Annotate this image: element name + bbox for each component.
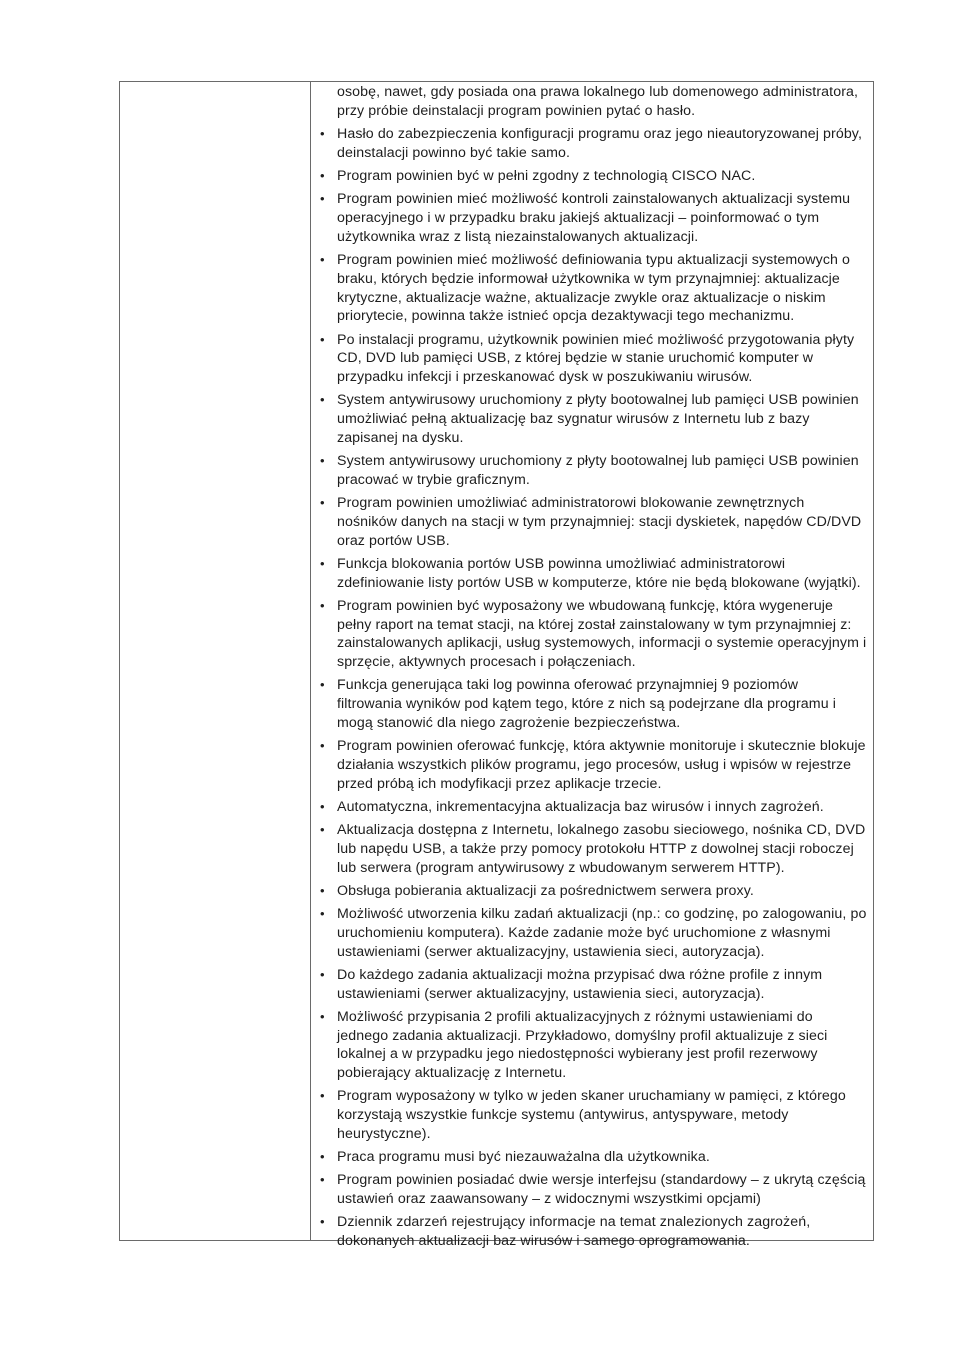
column-divider	[310, 81, 311, 1241]
list-item: • Program powinien mieć możliwość kontroli zainstalowanych aktualizacji systemu operacyjnego i w przypadku braku jakiejś aktualizacji – poinformować o tym użytkownika wraz z listą niezainstalowanych aktualizacji.	[319, 190, 867, 246]
list-item: • Program powinien mieć możliwość definiowania typu aktualizacji systemowych o braku, których będzie informował użytkownika w tym przynajmniej: aktualizacje krytyczne, aktualizacje ważne, aktualizacje zwykle oraz aktualizacje o niskim priorytecie, powinna także istnieć opcja dezaktywacji tego mechanizmu.	[319, 251, 867, 326]
list-item: • Program powinien być wyposażony we wbudowaną funkcję, która wygeneruje pełny raport na temat stacji, na której został zainstalowany w tym przynajmniej z: zainstalowanych aplikacji, usług systemowych, informacji o systemie operacyjnym i sprzęcie, aktywnych procesach i połączeniach.	[319, 597, 867, 672]
list-item: • Automatyczna, inkrementacyjna aktualizacja baz wirusów i innych zagrożeń.	[319, 798, 867, 817]
requirements-list	[319, 125, 867, 1251]
list-item: • Program powinien umożliwiać administratorowi blokowanie zewnętrznych nośników danych na stacji w tym przynajmniej: stacji dyskietek, napędów CD/DVD oraz portów USB.	[319, 494, 867, 550]
list-item: • Aktualizacja dostępna z Internetu, lokalnego zasobu sieciowego, nośnika CD, DVD lub napędu USB, a także przy pomocy protokołu HTTP z dowolnej stacji roboczej lub serwera (program antywirusowy z wbudowanym serwerem HTTP).	[319, 821, 867, 877]
list-item: • System antywirusowy uruchomiony z płyty bootowalnej lub pamięci USB powinien pracować w trybie graficznym.	[319, 452, 867, 490]
requirements-cell	[319, 83, 867, 1251]
continued-paragraph: osobę, nawet, gdy posiada ona prawa lokalnego lub domenowego administratora, przy próbie deinstalacji program powinien pytać o hasło.	[337, 84, 859, 119]
list-item: • Program powinien posiadać dwie wersje interfejsu (standardowy – z ukrytą częścią ustawień oraz zaawansowany – z widocznymi wszystkimi opcjami)	[319, 1171, 867, 1209]
list-item: • Funkcja blokowania portów USB powinna umożliwiać administratorowi zdefiniowanie listy portów USB w komputerze, które nie będą blokowane (wyjątki).	[319, 555, 867, 593]
list-item: • Program powinien oferować funkcję, która aktywnie monitoruje i skutecznie blokuje działania wszystkich plików programu, jego procesów, usług i wpisów w rejestrze przed próbą ich modyfikacji przez aplikacje trzecie.	[319, 737, 867, 793]
list-item: • Po instalacji programu, użytkownik powinien mieć możliwość przygotowania płyty CD, DVD lub pamięci USB, z której będzie w stanie uruchomić komputer w przypadku infekcji i przeskanować dysk w poszukiwaniu wirusów.	[319, 331, 867, 387]
list-item: • Do każdego zadania aktualizacji można przypisać dwa różne profile z innym ustawieniami (serwer aktualizacyjny, ustawienia sieci, autoryzacja).	[319, 966, 867, 1004]
list-item: • Program powinien być w pełni zgodny z technologią CISCO NAC.	[319, 167, 867, 186]
list-item: • System antywirusowy uruchomiony z płyty bootowalnej lub pamięci USB powinien umożliwiać pełną aktualizację baz sygnatur wirusów z Internetu lub z bazy zapisanej na dysku.	[319, 391, 867, 447]
list-item: • Funkcja generująca taki log powinna oferować przynajmniej 9 poziomów filtrowania wyników pod kątem tego, które z nich są podejrzane dla programu i mogą stanowić dla niego zagrożenie bezpieczeństwa.	[319, 676, 867, 732]
list-item: • Hasło do zabezpieczenia konfiguracji programu oraz jego nieautoryzowanej próby, deinstalacji powinno być takie samo.	[319, 125, 867, 163]
list-item: • Obsługa pobierania aktualizacji za pośrednictwem serwera proxy.	[319, 882, 867, 901]
list-item: • Program wyposażony w tylko w jeden skaner uruchamiany w pamięci, z którego korzystają wszystkie funkcje systemu (antywirus, antyspyware, metody heurystyczne).	[319, 1087, 867, 1143]
list-item: • Dziennik zdarzeń rejestrujący informacje na temat znalezionych zagrożeń, dokonanych aktualizacji baz wirusów i samego oprogramowania.	[319, 1213, 867, 1251]
list-item: • Praca programu musi być niezauważalna dla użytkownika.	[319, 1148, 867, 1167]
list-item: • Możliwość utworzenia kilku zadań aktualizacji (np.: co godzinę, po zalogowaniu, po uruchomieniu komputera). Każde zadanie może być uruchomione z własnymi ustawieniami (serwer aktualizacyjny, ustawienia sieci, autoryzacja).	[319, 905, 867, 961]
list-item: • Możliwość przypisania 2 profili aktualizacyjnych z różnymi ustawieniami do jednego zadania aktualizacji. Przykładowo, domyślny profil aktualizuje z sieci lokalnej a w przypadku jego niedostępności wybierany jest profil rezerwowy pobierający aktualizację z Internetu.	[319, 1008, 867, 1083]
